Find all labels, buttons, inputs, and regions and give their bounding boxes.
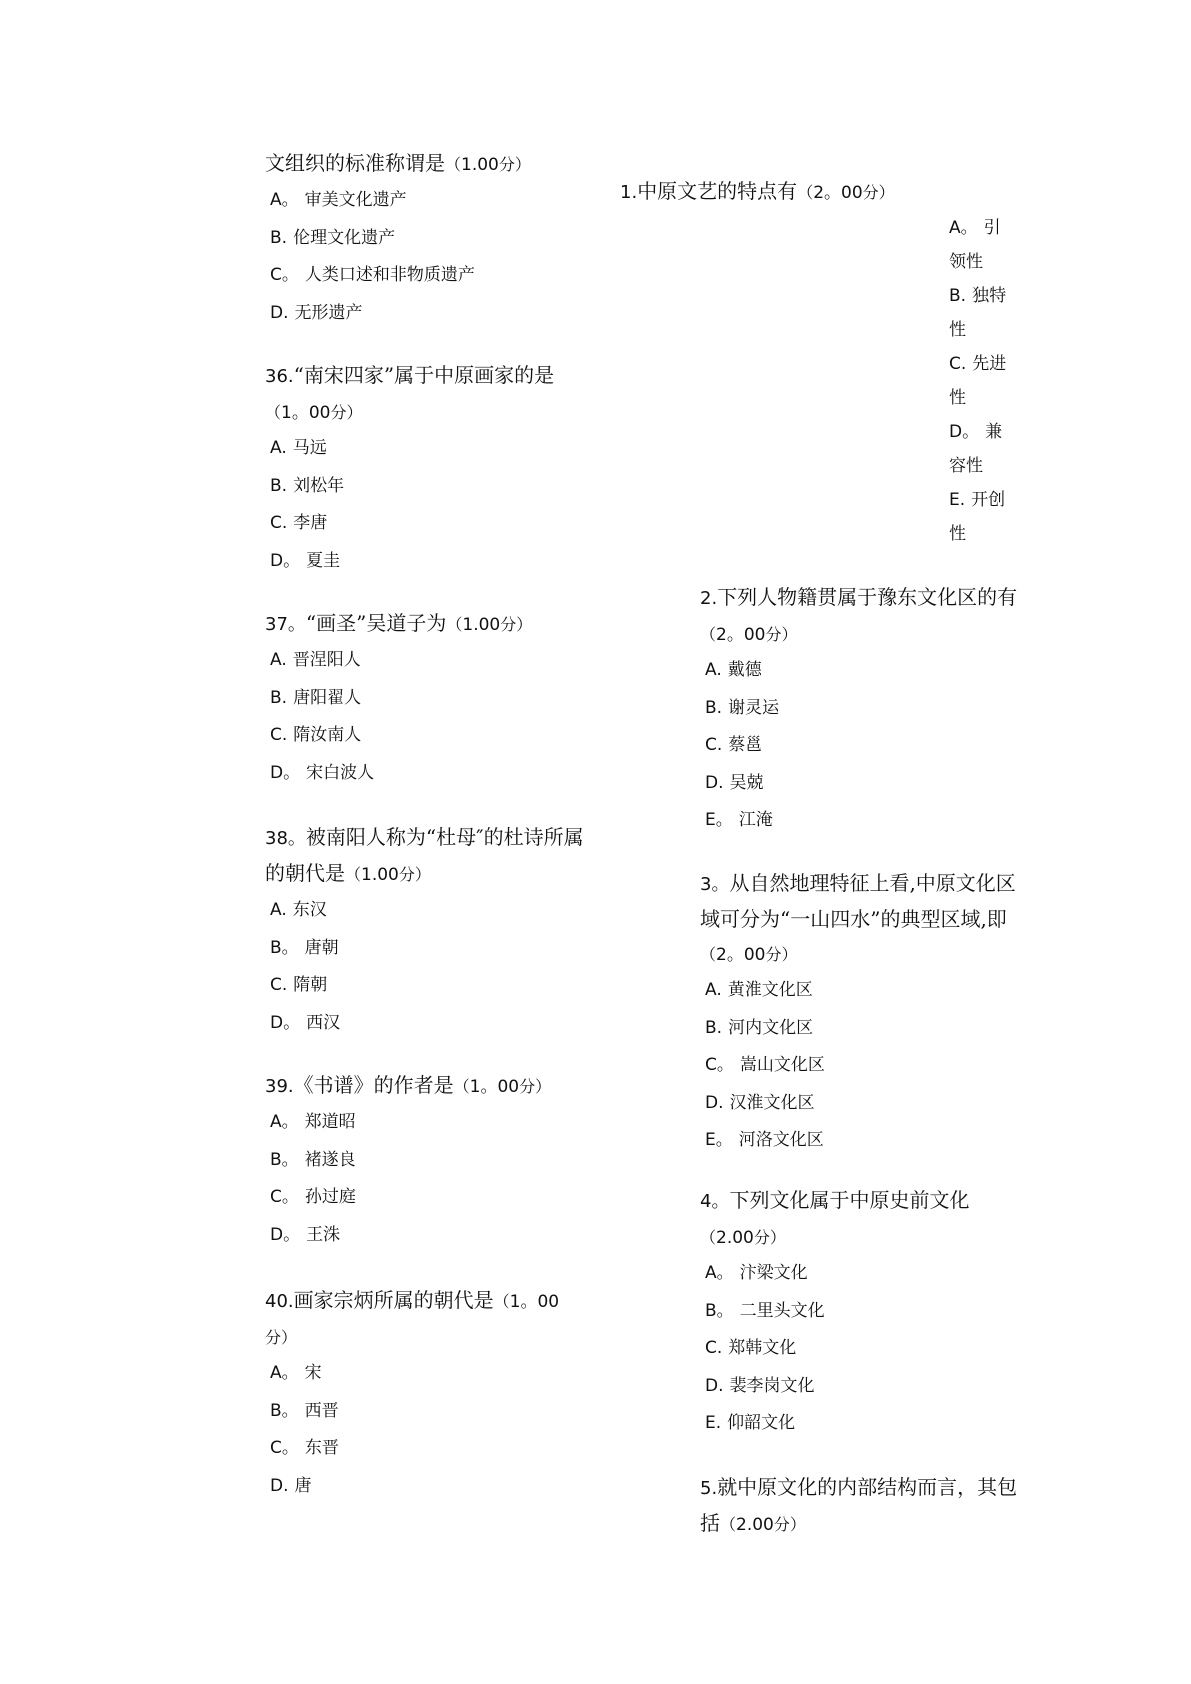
question-5: [700, 1470, 1020, 1542]
option-b[interactable]: B。 唐朝: [270, 937, 339, 958]
question-stem: 39.《书谱》的作者是（1。00分）: [265, 1073, 552, 1097]
question-1: [620, 174, 960, 210]
option-b[interactable]: B。 二里头文化: [705, 1300, 825, 1321]
option-a[interactable]: A. 黄淮文化区: [705, 980, 813, 1000]
option-c[interactable]: C. 蔡邕: [705, 735, 763, 755]
option-d[interactable]: D。 西汉: [270, 1012, 341, 1033]
question-36: [265, 358, 585, 580]
question-stem: 36.“南宋四家”属于中原画家的是（1。00分）: [265, 363, 555, 423]
question-1-options: [944, 211, 1012, 551]
option-a[interactable]: A. 晋涅阳人: [270, 650, 361, 670]
question-stem: 38。被南阳人称为“杜母″的杜诗所属的朝代是（1.00分）: [265, 825, 584, 885]
option-d[interactable]: D. 吴兢: [705, 772, 764, 793]
question-38: [265, 820, 585, 1042]
option-e[interactable]: E. 开创性: [949, 490, 1006, 544]
option-a[interactable]: A. 戴德: [705, 660, 762, 680]
option-a[interactable]: A. 马远: [270, 438, 327, 458]
option-b[interactable]: B. 谢灵运: [705, 697, 780, 718]
option-d[interactable]: D。 夏圭: [270, 550, 341, 571]
option-e[interactable]: E。 河洛文化区: [705, 1130, 824, 1150]
option-c[interactable]: C。 东晋: [270, 1438, 339, 1458]
question-40: [265, 1283, 585, 1505]
option-d[interactable]: D. 唐: [270, 1475, 312, 1496]
option-c[interactable]: C。 嵩山文化区: [705, 1055, 825, 1075]
option-c[interactable]: C. 先进性: [949, 354, 1007, 408]
option-d[interactable]: D。 宋白波人: [270, 762, 375, 783]
option-a[interactable]: A。 引领性: [949, 218, 1001, 272]
option-b[interactable]: B。 褚遂良: [270, 1149, 356, 1170]
question-stem: 2.下列人物籍贯属于豫东文化区的有（2。00分）: [700, 585, 1018, 645]
option-b[interactable]: B. 刘松年: [270, 475, 345, 496]
option-e[interactable]: E. 仰韶文化: [705, 1413, 796, 1433]
question-35: [265, 146, 595, 332]
question-3: [700, 866, 1020, 1160]
option-c[interactable]: C. 李唐: [270, 513, 328, 533]
option-c[interactable]: C。 孙过庭: [270, 1187, 356, 1207]
option-d[interactable]: D。 王洙: [270, 1224, 341, 1245]
option-b[interactable]: B. 河内文化区: [705, 1017, 814, 1038]
option-d[interactable]: D。 兼容性: [949, 422, 1003, 476]
question-stem: 40.画家宗炳所属的朝代是（1。00分）: [265, 1288, 560, 1347]
option-b[interactable]: B. 独特性: [949, 286, 1007, 340]
question-stem: 37。“画圣”吴道子为（1.00分）: [265, 611, 533, 635]
question-stem: 3。从自然地理特征上看,中原文化区域可分为“一山四水”的典型区域,即（2。00分）: [700, 871, 1016, 965]
option-c[interactable]: C. 隋朝: [270, 975, 328, 995]
option-a[interactable]: A。 郑道昭: [270, 1112, 356, 1132]
question-39: [265, 1068, 595, 1254]
option-b[interactable]: B. 唐阳翟人: [270, 687, 362, 708]
option-d[interactable]: D. 无形遗产: [270, 302, 363, 323]
option-d[interactable]: D. 汉淮文化区: [705, 1092, 815, 1113]
option-b[interactable]: B。 西晋: [270, 1400, 339, 1421]
option-b[interactable]: B. 伦理文化遗产: [270, 227, 396, 248]
option-c[interactable]: C。 人类口述和非物质遗产: [270, 265, 475, 285]
option-a[interactable]: A. 东汉: [270, 900, 327, 920]
option-a[interactable]: A。 宋: [270, 1363, 322, 1383]
option-a[interactable]: A。 审美文化遗产: [270, 190, 407, 210]
option-c[interactable]: C. 郑韩文化: [705, 1338, 797, 1358]
question-4: [700, 1183, 990, 1443]
question-stem: 4。下列文化属于中原史前文化（2.00分）: [700, 1188, 970, 1248]
option-e[interactable]: E。 江淹: [705, 810, 773, 830]
question-2: [700, 580, 1020, 840]
question-37: [265, 606, 595, 792]
option-a[interactable]: A。 汴梁文化: [705, 1263, 808, 1283]
option-d[interactable]: D. 裴李岗文化: [705, 1375, 815, 1396]
question-stem: 1.中原文艺的特点有（2。00分）: [620, 179, 895, 203]
question-stem: 5.就中原文化的内部结构而言，其包括（2.00分）: [700, 1475, 1018, 1535]
option-c[interactable]: C. 隋汝南人: [270, 725, 362, 745]
question-stem: 文组织的标准称谓是（1.00分）: [265, 151, 531, 175]
